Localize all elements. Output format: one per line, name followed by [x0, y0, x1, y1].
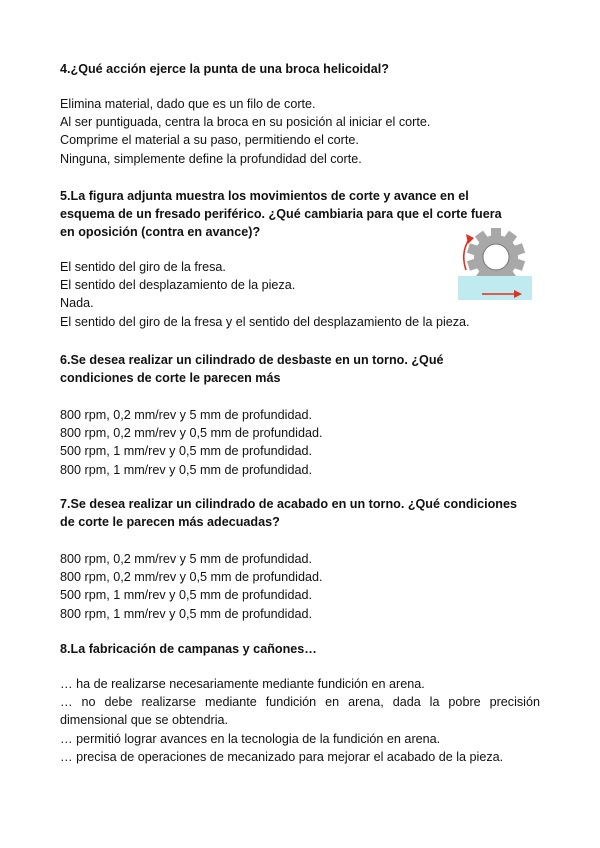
question-8-option-a: … ha de realizarse necesariamente mediante fundición en arena.: [60, 677, 425, 691]
milling-figure: [456, 226, 536, 306]
question-6-title-line-2: condiciones de corte le parecen más: [60, 371, 281, 385]
question-7-option-a: 800 rpm, 0,2 mm/rev y 5 mm de profundidad.: [60, 552, 312, 566]
question-6-option-d: 800 rpm, 1 mm/rev y 0,5 mm de profundidad.: [60, 462, 312, 477]
question-6-option-a: 800 rpm, 0,2 mm/rev y 5 mm de profundidad.: [60, 408, 312, 422]
question-5-title-line-3: en oposición (contra en avance)?: [60, 225, 261, 239]
question-5-option-d: El sentido del giro de la fresa y el sentido del desplazamiento de la pieza.: [60, 314, 470, 329]
question-5-title-line-2: esquema de un fresado periférico. ¿Qué cambiaria para que el corte fuera: [60, 207, 502, 221]
question-8-option-b: … no debe realizarse mediante fundición en arena, dada la pobre precisión dimensional que se obtendria.: [60, 695, 540, 728]
question-7: [60, 495, 540, 623]
question-4-option-c: Comprime el material a su paso, permitiendo el corte.: [60, 133, 359, 148]
question-5-option-c: Nada.: [60, 296, 94, 311]
question-7-option-b: 800 rpm, 0,2 mm/rev y 0,5 mm de profundidad.: [60, 570, 323, 585]
question-7-title-line-2: de corte le parecen más adecuadas?: [60, 515, 280, 529]
question-4-option-a: Elimina material, dado que es un filo de corte.: [60, 97, 316, 111]
question-6-title-line-1: 6.Se desea realizar un cilindrado de desbaste en un torno. ¿Qué: [60, 353, 444, 367]
question-5-title-line-1: 5.La figura adjunta muestra los movimientos de corte y avance en el: [60, 189, 469, 203]
question-8: [60, 640, 540, 766]
question-4-option-d: Ninguna, simplemente define la profundidad del corte.: [60, 151, 362, 166]
question-4: [60, 60, 540, 168]
question-6-option-c: 500 rpm, 1 mm/rev y 0,5 mm de profundidad.: [60, 444, 312, 459]
question-7-option-d: 800 rpm, 1 mm/rev y 0,5 mm de profundidad.: [60, 606, 312, 621]
question-7-option-c: 500 rpm, 1 mm/rev y 0,5 mm de profundidad.: [60, 588, 312, 603]
question-8-option-c: … permitió lograr avances en la tecnologia de la fundición en arena.: [60, 731, 441, 746]
question-6-option-b: 800 rpm, 0,2 mm/rev y 0,5 mm de profundidad.: [60, 426, 323, 441]
question-4-option-b: Al ser puntiguada, centra la broca en su posición al iniciar el corte.: [60, 115, 431, 130]
question-7-title-line-1: 7.Se desea realizar un cilindrado de acabado en un torno. ¿Qué condiciones: [60, 497, 517, 511]
question-5-option-a: El sentido del giro de la fresa.: [60, 260, 226, 274]
question-4-title: 4.¿Qué acción ejerce la punta de una broca helicoidal?: [60, 62, 389, 76]
milling-cutter-gear-icon: [456, 226, 536, 306]
question-5-option-b: El sentido del desplazamiento de la pieza.: [60, 278, 296, 293]
question-8-option-d: … precisa de operaciones de mecanizado para mejorar el acabado de la pieza.: [60, 749, 504, 764]
question-8-title: 8.La fabricación de campanas y cañones…: [60, 642, 317, 656]
question-6: [60, 351, 540, 479]
